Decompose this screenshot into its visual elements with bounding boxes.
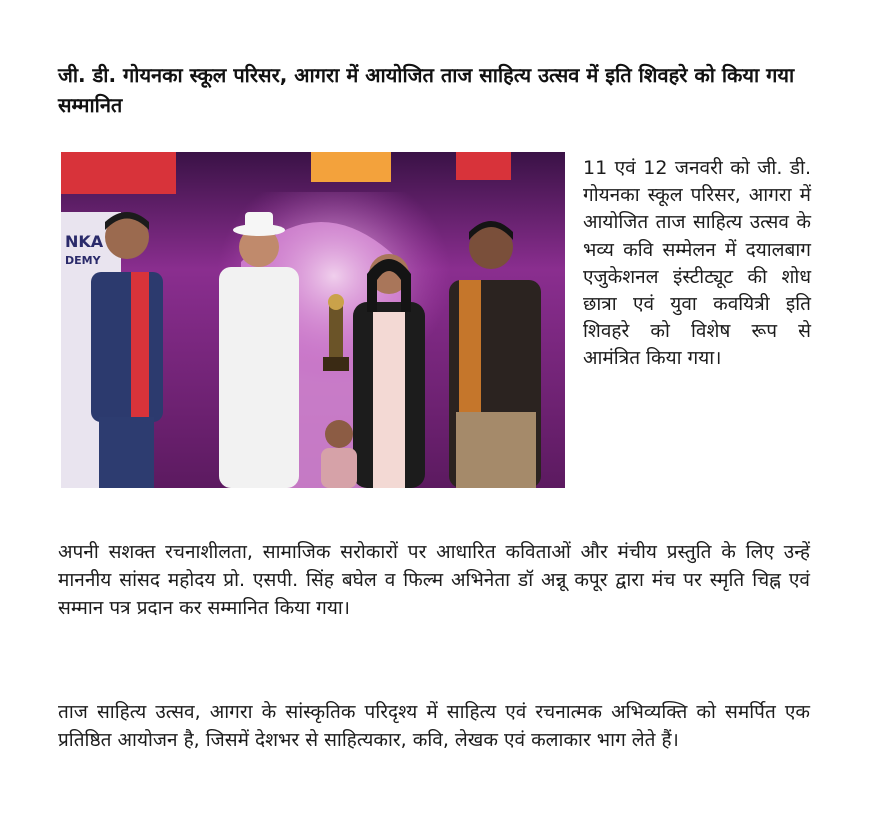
intro-text: 11 एवं 12 जनवरी को जी. डी. गोयनका स्कूल परिसर, आगरा में आयोजित ताज साहित्य उत्सव के भव्य कवि सम्मेलन में दयालबाग एजुकेशनल इंस्टीट्यूट की शोध छात्रा एवं युवा कवयित्री इति शिवहरे को विशेष रूप से आमंत्रित किया गया। (583, 157, 811, 370)
orange-banner (311, 152, 391, 182)
backdrop-logo-text: NKA (65, 232, 104, 251)
article-headline: जी. डी. गोयनका स्कूल परिसर, आगरा में आयोजित ताज साहित्य उत्सव में इति शिवहरे को किया गया सम्मानित (58, 63, 795, 117)
paragraph-honor: अपनी सशक्त रचनाशीलता, सामाजिक सरोकारों पर आधारित कविताओं और मंचीय प्रस्तुति के लिए उन्हें माननीय सांसद महोदय प्रो. एसपी. सिंह बघेल व फिल्म अभिनेता डॉ अन्नू कपूर द्वारा मंच पर स्मृति चिह्न एवं सम्मान पत्र प्रदान कर सम्मानित किया गया। (58, 541, 810, 619)
award-ceremony-photo (61, 152, 565, 488)
paragraph-festival: ताज साहित्य उत्सव, आगरा के सांस्कृतिक परिदृश्य में साहित्य एवं रचनात्मक अभिव्यक्ति को समर्पित एक प्रतिष्ठित आयोजन है, जिसमें देशभर से साहित्यकार, कवि, लेखक एवं कलाकार भाग लेते हैं। (58, 701, 810, 751)
red-banner (61, 152, 176, 194)
svg-text:DEMY: DEMY (65, 254, 101, 267)
